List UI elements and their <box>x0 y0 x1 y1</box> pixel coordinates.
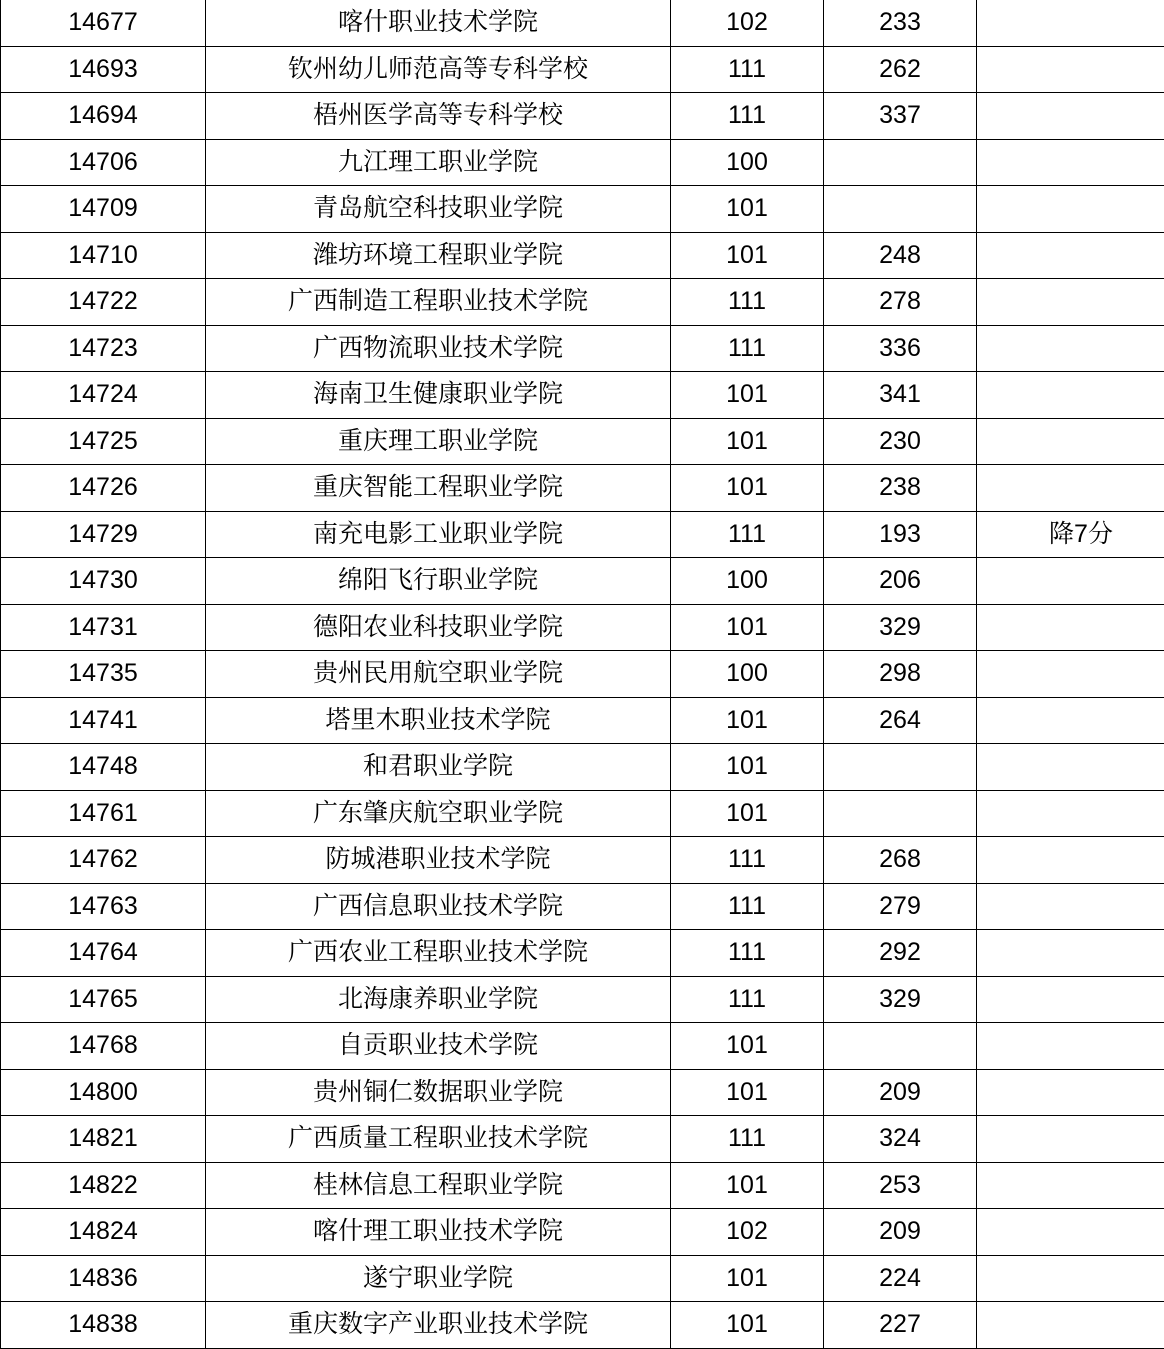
cell-note <box>977 604 1164 651</box>
cell-school-name: 重庆理工职业学院 <box>206 418 671 465</box>
cell-plan-count: 101 <box>671 465 824 512</box>
cell-note <box>977 790 1164 837</box>
cell-school-code: 14725 <box>1 418 206 465</box>
cell-note <box>977 1302 1164 1349</box>
cell-school-code: 14735 <box>1 651 206 698</box>
cell-note <box>977 976 1164 1023</box>
table-row <box>1 930 1164 977</box>
cell-admission-score: 253 <box>824 1162 977 1209</box>
cell-admission-score: 224 <box>824 1255 977 1302</box>
cell-plan-count: 102 <box>671 1209 824 1256</box>
cell-admission-score: 329 <box>824 976 977 1023</box>
table-row <box>1 279 1164 326</box>
table-row <box>1 418 1164 465</box>
cell-plan-count: 101 <box>671 697 824 744</box>
table-row <box>1 372 1164 419</box>
cell-plan-count: 111 <box>671 837 824 884</box>
cell-school-code: 14694 <box>1 93 206 140</box>
cell-school-name: 自贡职业技术学院 <box>206 1023 671 1070</box>
cell-school-name: 桂林信息工程职业学院 <box>206 1162 671 1209</box>
table-row <box>1 744 1164 791</box>
table-row <box>1 883 1164 930</box>
cell-admission-score <box>824 744 977 791</box>
cell-school-name: 防城港职业技术学院 <box>206 837 671 884</box>
cell-admission-score: 206 <box>824 558 977 605</box>
cell-school-name: 德阳农业科技职业学院 <box>206 604 671 651</box>
cell-school-code: 14677 <box>1 0 206 46</box>
table-row <box>1 604 1164 651</box>
table-row <box>1 1116 1164 1163</box>
cell-plan-count: 111 <box>671 93 824 140</box>
cell-school-code: 14709 <box>1 186 206 233</box>
cell-plan-count: 101 <box>671 1162 824 1209</box>
table-row <box>1 465 1164 512</box>
cell-school-name: 贵州民用航空职业学院 <box>206 651 671 698</box>
cell-plan-count: 101 <box>671 232 824 279</box>
cell-admission-score: 278 <box>824 279 977 326</box>
cell-school-name: 重庆智能工程职业学院 <box>206 465 671 512</box>
cell-school-code: 14836 <box>1 1255 206 1302</box>
cell-note <box>977 0 1164 46</box>
cell-admission-score: 238 <box>824 465 977 512</box>
cell-school-code: 14723 <box>1 325 206 372</box>
cell-note <box>977 558 1164 605</box>
cell-school-name: 广西农业工程职业技术学院 <box>206 930 671 977</box>
cell-plan-count: 111 <box>671 1116 824 1163</box>
cell-note <box>977 279 1164 326</box>
cell-note <box>977 1209 1164 1256</box>
cell-plan-count: 101 <box>671 1069 824 1116</box>
cell-note <box>977 186 1164 233</box>
table-row <box>1 186 1164 233</box>
cell-admission-score: 341 <box>824 372 977 419</box>
table-row <box>1 139 1164 186</box>
cell-school-name: 青岛航空科技职业学院 <box>206 186 671 233</box>
cell-school-name: 喀什理工职业技术学院 <box>206 1209 671 1256</box>
cell-admission-score <box>824 186 977 233</box>
cell-note <box>977 837 1164 884</box>
table-row <box>1 325 1164 372</box>
cell-school-name: 遂宁职业学院 <box>206 1255 671 1302</box>
cell-school-name: 广西质量工程职业技术学院 <box>206 1116 671 1163</box>
cell-note <box>977 46 1164 93</box>
cell-admission-score: 298 <box>824 651 977 698</box>
cell-school-code: 14763 <box>1 883 206 930</box>
table-body <box>1 0 1164 1348</box>
cell-plan-count: 111 <box>671 279 824 326</box>
cell-school-name: 南充电影工业职业学院 <box>206 511 671 558</box>
table-row <box>1 1069 1164 1116</box>
cell-school-name: 九江理工职业学院 <box>206 139 671 186</box>
table-row <box>1 93 1164 140</box>
cell-school-code: 14706 <box>1 139 206 186</box>
cell-admission-score <box>824 1023 977 1070</box>
cell-admission-score: 279 <box>824 883 977 930</box>
cell-school-code: 14693 <box>1 46 206 93</box>
cell-note <box>977 883 1164 930</box>
table-row <box>1 511 1164 558</box>
cell-note <box>977 418 1164 465</box>
cell-note <box>977 465 1164 512</box>
cell-school-name: 广西信息职业技术学院 <box>206 883 671 930</box>
cell-school-code: 14764 <box>1 930 206 977</box>
cell-school-name: 和君职业学院 <box>206 744 671 791</box>
table-row <box>1 1162 1164 1209</box>
cell-school-code: 14838 <box>1 1302 206 1349</box>
table-row <box>1 46 1164 93</box>
cell-plan-count: 101 <box>671 744 824 791</box>
cell-note <box>977 930 1164 977</box>
cell-school-name: 贵州铜仁数据职业学院 <box>206 1069 671 1116</box>
cell-school-code: 14710 <box>1 232 206 279</box>
table-row <box>1 837 1164 884</box>
cell-school-name: 广东肇庆航空职业学院 <box>206 790 671 837</box>
cell-admission-score <box>824 790 977 837</box>
cell-note <box>977 651 1164 698</box>
cell-school-name: 钦州幼儿师范高等专科学校 <box>206 46 671 93</box>
cell-plan-count: 101 <box>671 372 824 419</box>
cell-school-code: 14730 <box>1 558 206 605</box>
table-row <box>1 1255 1164 1302</box>
cell-school-code: 14741 <box>1 697 206 744</box>
cell-plan-count: 101 <box>671 418 824 465</box>
cell-admission-score: 230 <box>824 418 977 465</box>
table-row <box>1 1023 1164 1070</box>
cell-note <box>977 1255 1164 1302</box>
cell-admission-score: 227 <box>824 1302 977 1349</box>
cell-plan-count: 100 <box>671 139 824 186</box>
table-row <box>1 232 1164 279</box>
cell-admission-score: 268 <box>824 837 977 884</box>
cell-school-name: 海南卫生健康职业学院 <box>206 372 671 419</box>
cell-admission-score: 324 <box>824 1116 977 1163</box>
cell-note: 降7分 <box>977 511 1164 558</box>
cell-note <box>977 139 1164 186</box>
cell-plan-count: 101 <box>671 1023 824 1070</box>
cell-note <box>977 93 1164 140</box>
table-row <box>1 651 1164 698</box>
cell-note <box>977 697 1164 744</box>
cell-admission-score: 292 <box>824 930 977 977</box>
table-row <box>1 790 1164 837</box>
cell-admission-score: 337 <box>824 93 977 140</box>
cell-school-name: 塔里木职业技术学院 <box>206 697 671 744</box>
cell-admission-score: 329 <box>824 604 977 651</box>
cell-note <box>977 1116 1164 1163</box>
cell-school-name: 广西制造工程职业技术学院 <box>206 279 671 326</box>
table-row <box>1 1209 1164 1256</box>
cell-school-code: 14724 <box>1 372 206 419</box>
cell-school-code: 14748 <box>1 744 206 791</box>
cell-plan-count: 111 <box>671 46 824 93</box>
cell-admission-score: 262 <box>824 46 977 93</box>
cell-plan-count: 111 <box>671 976 824 1023</box>
cell-school-code: 14768 <box>1 1023 206 1070</box>
cell-admission-score: 209 <box>824 1209 977 1256</box>
cell-school-code: 14762 <box>1 837 206 884</box>
cell-school-code: 14822 <box>1 1162 206 1209</box>
cell-plan-count: 101 <box>671 1255 824 1302</box>
table-row <box>1 976 1164 1023</box>
cell-note <box>977 325 1164 372</box>
cell-plan-count: 101 <box>671 1302 824 1349</box>
cell-admission-score <box>824 139 977 186</box>
cell-plan-count: 100 <box>671 558 824 605</box>
table-row <box>1 558 1164 605</box>
cell-plan-count: 101 <box>671 186 824 233</box>
cell-school-code: 14824 <box>1 1209 206 1256</box>
cell-admission-score: 248 <box>824 232 977 279</box>
cell-plan-count: 111 <box>671 325 824 372</box>
cell-admission-score: 264 <box>824 697 977 744</box>
cell-school-code: 14731 <box>1 604 206 651</box>
cell-school-code: 14800 <box>1 1069 206 1116</box>
cell-plan-count: 102 <box>671 0 824 46</box>
cell-note <box>977 1069 1164 1116</box>
cell-school-name: 重庆数字产业职业技术学院 <box>206 1302 671 1349</box>
cell-school-name: 喀什职业技术学院 <box>206 0 671 46</box>
cell-admission-score: 336 <box>824 325 977 372</box>
cell-school-code: 14821 <box>1 1116 206 1163</box>
cell-plan-count: 111 <box>671 930 824 977</box>
cell-school-name: 潍坊环境工程职业学院 <box>206 232 671 279</box>
cell-school-code: 14729 <box>1 511 206 558</box>
cell-note <box>977 744 1164 791</box>
cell-note <box>977 232 1164 279</box>
cell-note <box>977 372 1164 419</box>
cell-plan-count: 111 <box>671 883 824 930</box>
cell-school-name: 梧州医学高等专科学校 <box>206 93 671 140</box>
cell-school-code: 14722 <box>1 279 206 326</box>
cell-plan-count: 111 <box>671 511 824 558</box>
cell-admission-score: 233 <box>824 0 977 46</box>
table-row <box>1 697 1164 744</box>
cell-note <box>977 1162 1164 1209</box>
cell-note <box>977 1023 1164 1070</box>
cell-school-code: 14765 <box>1 976 206 1023</box>
cell-plan-count: 101 <box>671 604 824 651</box>
cell-school-name: 广西物流职业技术学院 <box>206 325 671 372</box>
cell-school-name: 绵阳飞行职业学院 <box>206 558 671 605</box>
cell-school-code: 14761 <box>1 790 206 837</box>
cell-school-name: 北海康养职业学院 <box>206 976 671 1023</box>
table-row <box>1 1302 1164 1349</box>
cell-admission-score: 193 <box>824 511 977 558</box>
table-row <box>1 0 1164 46</box>
cell-school-code: 14726 <box>1 465 206 512</box>
cell-admission-score: 209 <box>824 1069 977 1116</box>
cell-plan-count: 100 <box>671 651 824 698</box>
cell-plan-count: 101 <box>671 790 824 837</box>
